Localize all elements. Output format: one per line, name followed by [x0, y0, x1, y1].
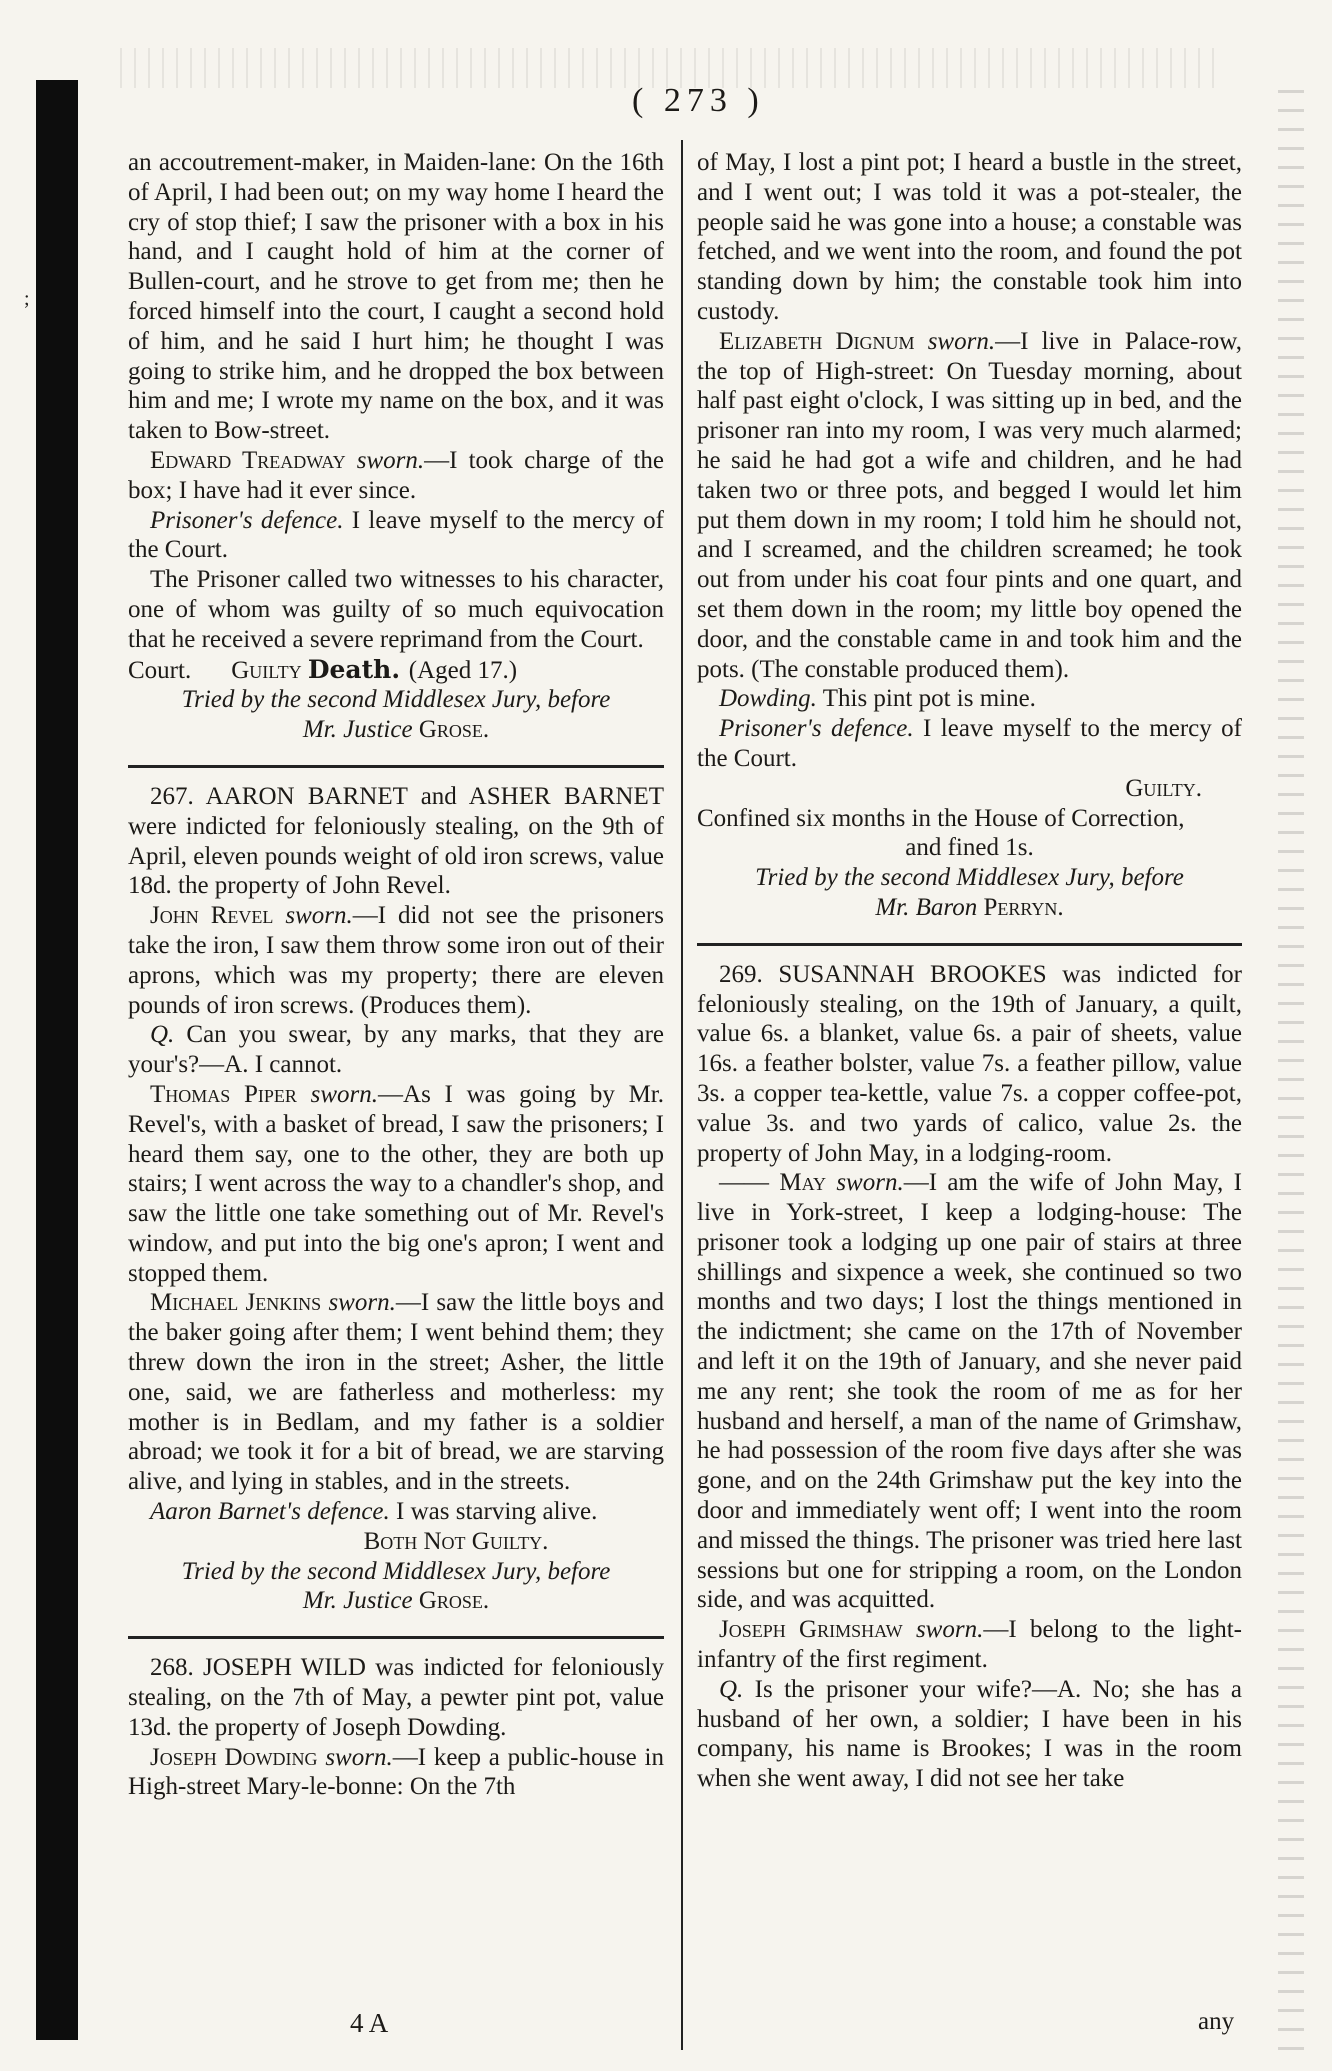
witness-name: Elizabeth Dignum	[719, 327, 915, 355]
testimony	[697, 714, 1242, 774]
left-column	[128, 148, 664, 1802]
verdict-line	[697, 774, 1242, 804]
testimony	[128, 1020, 664, 1080]
column-divider	[681, 140, 683, 2050]
sworn-note: sworn.	[914, 327, 996, 355]
judge-line	[128, 1586, 664, 1616]
speaker-label: Aaron Barnet's defence.	[150, 1498, 390, 1526]
paragraph-text: Can you swear, by any marks, that they are your's?—A. I cannot.	[128, 1021, 664, 1079]
section-rule	[128, 1636, 664, 1639]
witness-name: Thomas Piper	[150, 1080, 297, 1108]
paragraph-text: 267. AARON BARNET and ASHER BARNET were indicted for feloniously stealing, on the 9th of April, eleven pounds weight of old iron screws, value 18d. the property of John Revel.	[128, 782, 664, 900]
witness-name: Michael Jenkins	[150, 1289, 322, 1317]
paragraph-text: I was starving alive.	[389, 1498, 598, 1526]
paragraph-text: —As I was going by Mr. Revel's, with a basket of bread, I saw the prisoners; I heard them say, one to the other, they are both up stairs; I went across the way to a chandler's shop, and saw the little one take something out of Mr. Revel's window, and put into the big one's apron; I went and stopped them.	[128, 1080, 664, 1287]
speaker-label: Dowding.	[719, 685, 817, 713]
speaker-label: Prisoner's defence.	[719, 715, 914, 743]
catchword: any	[1198, 2008, 1235, 2035]
judge-name: Perryn.	[983, 893, 1064, 921]
paragraph-text: —I took charge of the box; I have had it ever since.	[128, 446, 664, 504]
paragraph-text: Is the prisoner your wife?—A. No; she has a husband of her own, a soldier; I have been in his company, his name is Brookes; I was in the room when she went away, I did not see her take	[697, 1675, 1242, 1793]
sworn-note: sworn.	[273, 902, 353, 930]
paragraph-text: —I keep a public-house in High-street Mary-le-bonne: On the 7th	[128, 1743, 664, 1801]
judge-title: Mr. Justice	[302, 716, 419, 744]
testimony	[128, 1080, 664, 1289]
testimony	[128, 1288, 664, 1497]
sworn-note: sworn.	[902, 1616, 984, 1644]
testimony	[128, 1497, 664, 1527]
signature-mark: 4 A	[350, 2008, 389, 2038]
testimony	[697, 684, 1242, 714]
paragraph-text: I leave myself to the mercy of the Court.	[697, 715, 1242, 772]
sworn-note: sworn.	[825, 1169, 904, 1197]
speaker-label: Q.	[150, 1021, 175, 1049]
section-rule	[697, 943, 1242, 946]
witness-name: Joseph Grimshaw	[719, 1616, 903, 1644]
scan-noise-right	[1278, 90, 1304, 2050]
paragraph-text: —I live in Palace-row, the top of High-street: On Tuesday morning, about half past eight o'clock, I was sitting up in bed, and the prisoner ran into my room, I was very much alarmed; he said he had got a wife and children, and he had taken two or three pots, and begged I would let him put them down in my room; I told him he should not, and I screamed, and the children screamed; he took out from under his coat four pints and one quart, and set them down in the room; my little boy opened the door, and the constable came in and took him and the pots. (The constable produced them).	[697, 327, 1242, 683]
sentence: Death.	[307, 654, 409, 684]
jury-text: Tried by the second Middlesex Jury, before	[181, 686, 611, 714]
right-column	[697, 148, 1242, 1794]
page-number: ( 273 )	[632, 82, 765, 119]
section-rule	[128, 765, 664, 768]
paragraph-text: of May, I lost a pint pot; I heard a bustle in the street, and I went out; I was told it was a pot-stealer, the people said he was gone into a house; a constable was fetched, and we went into the room, and found the pot standing down by him; the constable took him into custody.	[697, 149, 1242, 325]
paragraph-text: I leave myself to the mercy of the Court.	[128, 506, 664, 564]
testimony	[128, 565, 664, 654]
paragraph-text: Confined six months in the House of Correction,	[697, 804, 1185, 832]
paragraph	[697, 804, 1242, 834]
jury-line	[128, 1557, 664, 1587]
verdict: Guilty	[231, 656, 308, 684]
verdict-extra: (Aged 17.)	[408, 656, 518, 684]
witness-name: Edward Treadway	[150, 446, 346, 474]
paragraph-text: The Prisoner called two witnesses to his character, one of whom was guilty of so much equivocation that he received a severe reprimand from the Court.	[128, 566, 664, 653]
witness-name: John Revel	[150, 902, 274, 930]
judge-line	[697, 893, 1242, 923]
judge-title: Mr. Justice	[302, 1587, 419, 1615]
paragraph-text: and fined 1s.	[905, 834, 1034, 862]
sworn-note: sworn.	[317, 1743, 393, 1771]
judge-line	[128, 715, 664, 745]
margin-mark: ;	[24, 288, 30, 310]
paragraph-text: —I am the wife of John May, I live in York-street, I keep a lodging-house: The prisoner took a lodging up one pair of stairs at three shillings and sixpence a week, she continued so two months and two days; I lost the things mentioned in the indictment; she came on the 17th of November and left it on the 19th of January, and she never paid me any rent; she took the room of me as for her husband and herself, a man of the name of Grimshaw, he had possession of the room five days after she was gone, and on the 24th Grimshaw put the key into the door and immediately went off; I went into the room and missed the things. The prisoner was tried here last sessions but one for stripping a room, on the London side, and was acquitted.	[697, 1169, 1242, 1614]
sworn-note: sworn.	[321, 1289, 396, 1317]
paragraph-text: 269. SUSANNAH BROOKES was indicted for feloniously stealing, on the 19th of January, a quilt, value 6s. a blanket, value 6s. a pair of sheets, value 16s. a feather bolster, value 7s. a feather pillow, value 3s. a copper tea-kettle, value 7s. a copper coffee-pot, value 3s. and two yards of calico, value 2s. the property of John May, in a lodging-room.	[697, 960, 1242, 1167]
sworn-note: sworn.	[345, 446, 425, 474]
sentence-line	[697, 833, 1242, 863]
verdict: Both Not Guilty.	[363, 1527, 549, 1555]
sworn-note: sworn.	[296, 1080, 379, 1108]
testimony	[697, 327, 1242, 685]
testimony	[697, 1615, 1242, 1675]
case-heading	[128, 1653, 664, 1742]
case-heading	[697, 960, 1242, 1169]
paragraph-text: —I saw the little boys and the baker going after them; I went behind them; they threw down the iron in the street; Asher, the little one, said, we are fatherless and motherless: my mother is in Bedlam, and my father is a soldier abroad; we took it for a bit of bread, we are starving alive, and lying in stables, and in the streets.	[128, 1289, 664, 1496]
paragraph-text: —I belong to the light-infantry of the first regiment.	[697, 1616, 1242, 1674]
speaker-label: Q.	[719, 1675, 744, 1703]
testimony	[128, 901, 664, 1020]
case-heading	[128, 782, 664, 901]
speaker-label: Prisoner's defence.	[150, 506, 344, 534]
paragraph-text: 268. JOSEPH WILD was indicted for feloniously stealing, on the 7th of May, a pewter pint pot, value 13d. the property of Joseph Dowding.	[128, 1654, 664, 1741]
paragraph-text: This pint pot is mine.	[816, 685, 1036, 713]
paragraph	[697, 148, 1242, 327]
testimony	[128, 506, 664, 566]
judge-name: Grose.	[418, 1587, 490, 1615]
jury-line	[128, 685, 664, 715]
scan-edge-bar	[36, 80, 78, 2040]
testimony	[128, 1743, 664, 1803]
jury-text: Tried by the second Middlesex Jury, before	[181, 1557, 611, 1585]
judge-name: Grose.	[418, 716, 490, 744]
testimony	[697, 1675, 1242, 1794]
verdict-prefix: Court.	[128, 656, 192, 684]
testimony	[128, 446, 664, 506]
jury-line	[697, 863, 1242, 893]
testimony	[697, 1168, 1242, 1615]
paragraph-text: an accoutrement-maker, in Maiden-lane: On the 16th of April, I had been out; on my way home I heard the cry of stop thief; I saw the prisoner with a box in his hand, and I caught hold of him at the corner of Bullen-court, and he strove to get from me; then he forced himself into the court, I caught a second hold of him, and he said I hurt him; he thought I was going to strike him, and he dropped the box between him and me; I wrote my name on the box, and it was taken to Bow-street.	[128, 149, 664, 445]
verdict-line	[128, 1527, 664, 1557]
witness-name: Joseph Dowding	[150, 1743, 318, 1771]
paragraph-text: —I did not see the prisoners take the iron, I saw them throw some iron out of their aprons, which was my property; there are eleven pounds of iron screws. (Produces them).	[128, 902, 664, 1019]
verdict: Guilty.	[1125, 774, 1202, 802]
judge-title: Mr. Baron	[875, 893, 984, 921]
witness-name: —— May	[719, 1169, 826, 1197]
jury-text: Tried by the second Middlesex Jury, before	[755, 864, 1184, 892]
verdict-line	[128, 655, 664, 686]
paragraph	[128, 148, 664, 446]
